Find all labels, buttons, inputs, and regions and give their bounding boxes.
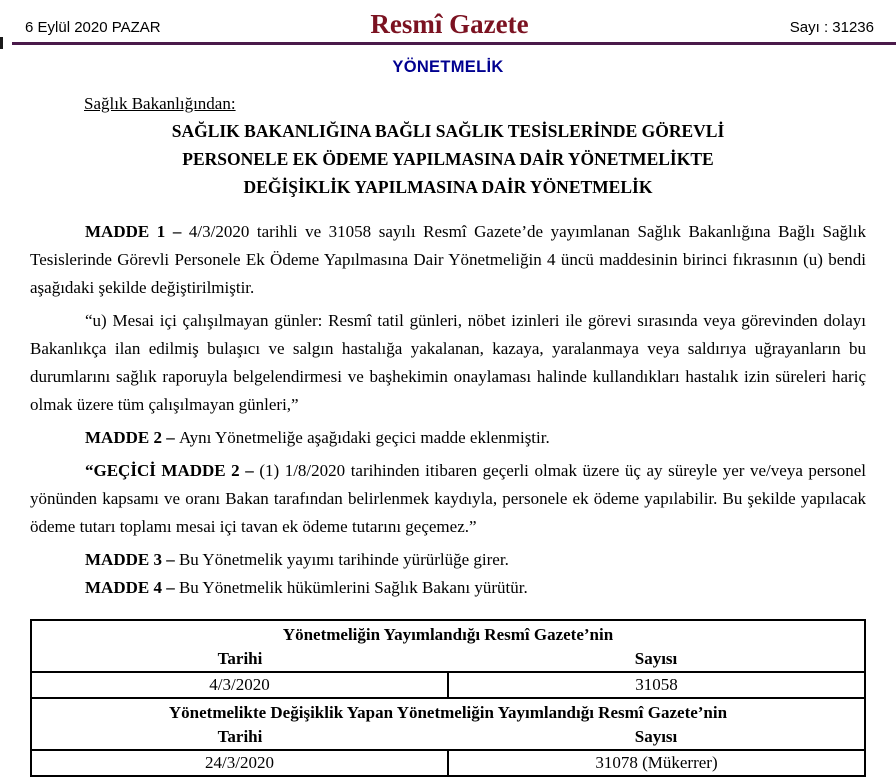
table-section-2-title: Yönetmelikte Değişiklik Yapan Yönetmeliğin Yayımlandığı Resmî Gazete’nin	[31, 698, 865, 724]
section-heading: YÖNETMELİK	[392, 58, 504, 76]
paragraph-madde-2	[30, 424, 866, 452]
paragraph-gecici-madde-2-label: “GEÇİCİ MADDE 2 –	[85, 461, 260, 480]
table-section-2-date-value: 24/3/2020	[31, 750, 448, 776]
table-section-2-data-row	[31, 750, 865, 776]
table-section-2-col-sayisi: Sayısı	[634, 726, 678, 746]
document-title-line-2: PERSONELE EK ÖDEME YAPILMASINA DAİR YÖNETMELİKTE	[182, 149, 714, 169]
table-section-2-title-row	[31, 698, 865, 724]
table-section-2-header-row	[31, 724, 865, 750]
document-body	[30, 218, 866, 602]
document-title-line-1: SAĞLIK BAKANLIĞINA BAĞLI SAĞLIK TESİSLERİNDE GÖREVLİ	[171, 121, 725, 141]
table-section-1-data-row	[31, 672, 865, 698]
masthead-date: 6 Eylül 2020 PAZAR	[25, 19, 161, 36]
masthead	[0, 0, 896, 40]
document-title-line-3: DEĞİŞİKLİK YAPILMASINA DAİR YÖNETMELİK	[243, 177, 653, 197]
paragraph-madde-4	[30, 574, 866, 602]
table-section-1-header-row	[31, 646, 865, 672]
paragraph-madde-1-text: 4/3/2020 tarihli ve 31058 sayılı Resmî Gazete’de yayımlanan Sağlık Bakanlığına Bağlı Sağlık Tesislerinde Görevli Personele Ek Ödeme Yapılmasına Dair Yönetmeliğin 4 üncü maddesinin birinci fıkrasının (u) bendi aşağıdaki şekilde değiştirilmiştir.	[30, 222, 866, 297]
masthead-title: Resmî Gazete	[370, 9, 529, 40]
paragraph-gecici-madde-2-text: (1) 1/8/2020 tarihinden itibaren geçerli olmak üzere üç ay süreyle yer ve/veya personel yönünden kapsamı ve oranı Bakan tarafından belirlenmek kaydıyla, personele ek ödeme yapılabilir. Bu şekilde yapılacak ödeme tutarı toplamı mesai içi tavan ek ödeme tutarını geçemez.”	[30, 461, 867, 536]
paragraph-madde-1	[30, 218, 866, 302]
paragraph-madde-3-label: MADDE 3 –	[85, 550, 179, 569]
paragraph-madde-4-text: Bu Yönetmelik hükümlerini Sağlık Bakanı yürütür.	[178, 578, 528, 597]
table-section-2-col-tarihi: Tarihi	[217, 726, 263, 746]
paragraph-madde-1-label: MADDE 1 –	[85, 222, 189, 241]
table-section-1-col-tarihi: Tarihi	[217, 648, 263, 668]
masthead-divider	[12, 42, 896, 45]
ministry-line: Sağlık Bakanlığından:	[84, 94, 236, 113]
paragraph-madde-3-text: Bu Yönetmelik yayımı tarihinde yürürlüğe girer.	[178, 550, 509, 569]
table-section-1-title: Yönetmeliğin Yayımlandığı Resmî Gazete’nin	[282, 624, 614, 644]
paragraph-bent-u-text: “u) Mesai içi çalışılmayan günler: Resmî tatil günleri, nöbet izinleri ile görevi sırasında veya görevinden dolayı Bakanlıkça ilan edilmiş bulaşıcı ve salgın hastalığa yakalanan, kazaya, yaralanmaya veya saldırıya uğrayanların bu durumlarını sağlık raporuyla belgelendirmesi ve başhekimin onaylaması halinde kullandıkları hastalık izin süreleri hariç olmak üzere tüm çalışılmayan günleri,”	[30, 311, 866, 414]
paragraph-madde-2-text: Aynı Yönetmeliğe aşağıdaki geçici madde eklenmiştir.	[178, 428, 550, 447]
paragraph-bent-u	[30, 307, 866, 419]
table-section-1-date-value: 4/3/2020	[31, 672, 448, 698]
document-title	[0, 117, 896, 201]
paragraph-madde-3	[30, 546, 866, 574]
masthead-issue-number: Sayı : 31236	[789, 19, 874, 36]
table-section-1-number-value: 31058	[448, 672, 865, 698]
paragraph-madde-2-label: MADDE 2 –	[85, 428, 179, 447]
table-section-1-col-sayisi: Sayısı	[634, 648, 678, 668]
paragraph-gecici-madde-2	[30, 457, 866, 541]
table-section-2-number-value: 31078 (Mükerrer)	[448, 750, 865, 776]
page-edge-mark	[0, 37, 3, 49]
paragraph-madde-4-label: MADDE 4 –	[85, 578, 179, 597]
gazette-reference-table	[30, 619, 866, 777]
table-section-1-title-row	[31, 620, 865, 646]
